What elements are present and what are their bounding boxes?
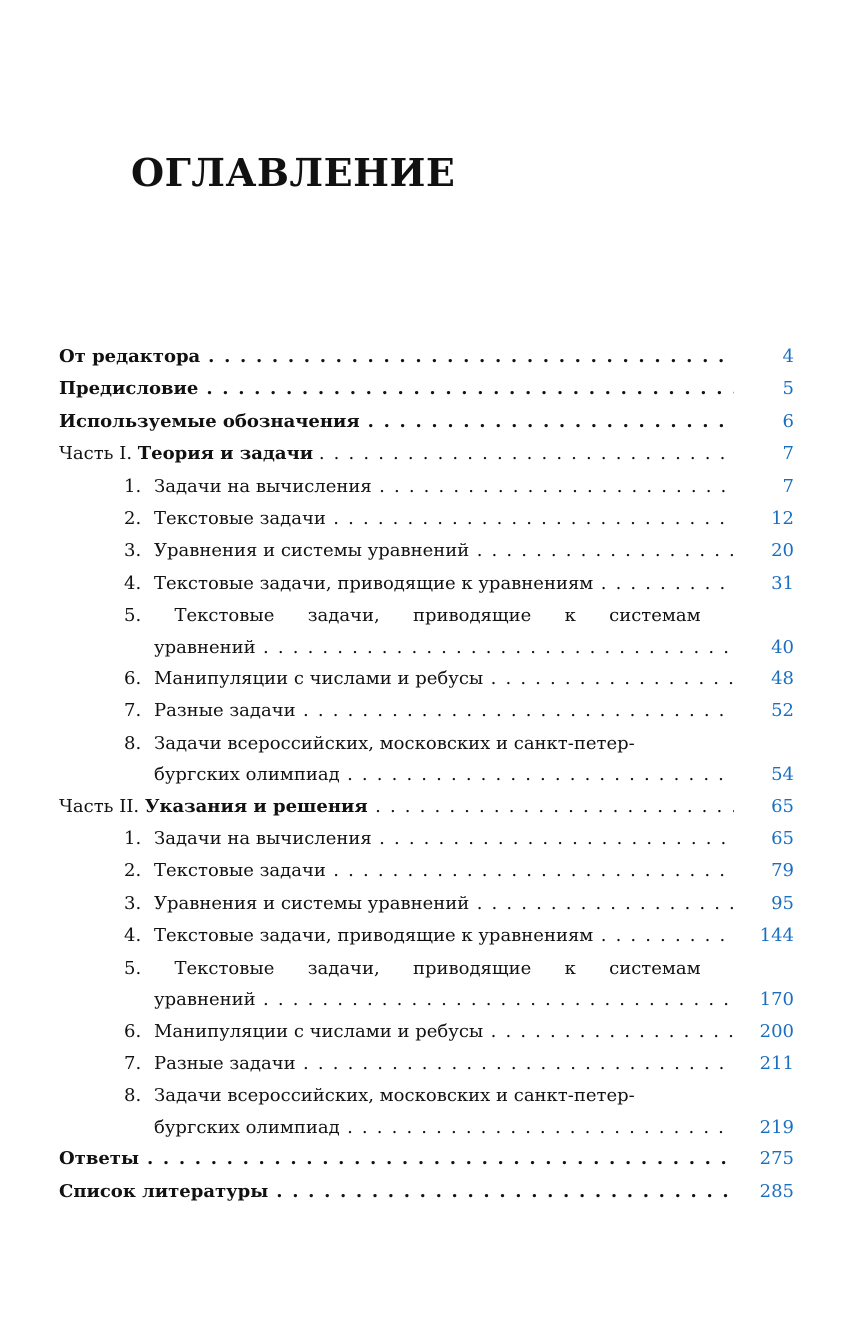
part-title: Указания и решения bbox=[144, 795, 368, 817]
toc-entry-answers[interactable] bbox=[0, 1143, 857, 1175]
toc-page-number: 31 bbox=[771, 572, 794, 594]
toc-entry-1-8[interactable] bbox=[0, 728, 857, 760]
chapter-number: 4. bbox=[124, 572, 142, 594]
chapter-number: 4. bbox=[124, 925, 142, 947]
chapter-title-continuation: уравнений . . . bbox=[154, 633, 734, 664]
chapter-number: 2. bbox=[124, 860, 142, 882]
chapter-title: Задачи всероссийских, московских и санкт-петер- bbox=[154, 732, 635, 754]
toc-page-number: 65 bbox=[771, 795, 794, 817]
chapter-title: Манипуляции с числами и ребусы bbox=[154, 1020, 484, 1042]
toc-entry-text bbox=[124, 1016, 734, 1048]
toc-entry-part-1[interactable] bbox=[0, 438, 857, 470]
toc-entry-bibliography[interactable] bbox=[0, 1176, 857, 1208]
toc-entry-text bbox=[124, 503, 734, 535]
toc-entry-text bbox=[124, 1048, 734, 1080]
chapter-title-word: Текстовые bbox=[174, 957, 275, 979]
table-of-contents bbox=[0, 341, 857, 1208]
toc-page-number: 65 bbox=[771, 828, 794, 850]
chapter-number: 7. bbox=[124, 1052, 142, 1074]
chapter-title-word: приводящие bbox=[412, 957, 532, 979]
toc-entry-1-4[interactable] bbox=[0, 568, 857, 600]
part-title: Теория и задачи bbox=[137, 443, 314, 465]
chapter-title: Текстовые задачи bbox=[154, 860, 326, 882]
toc-entry-label: Используемые обозначения . . . bbox=[59, 406, 734, 438]
toc-entry-text bbox=[124, 855, 734, 887]
chapter-title: Задачи всероссийских, московских и санкт-петер- bbox=[154, 1085, 635, 1107]
chapter-title-continuation: бургских олимпиад . . . bbox=[154, 1113, 734, 1144]
chapter-number: 5. bbox=[124, 957, 142, 979]
toc-entry-text bbox=[124, 471, 734, 503]
chapter-title: Манипуляции с числами и ребусы bbox=[154, 668, 484, 690]
toc-entry-2-4[interactable] bbox=[0, 920, 857, 952]
chapter-title-word: приводящие bbox=[412, 605, 532, 627]
toc-entry-1-7[interactable] bbox=[0, 695, 857, 727]
toc-page-number: 211 bbox=[759, 1052, 794, 1074]
chapter-title-continuation: бургских олимпиад . . . bbox=[154, 760, 734, 791]
toc-page-number: 79 bbox=[771, 860, 794, 882]
chapter-number: 3. bbox=[124, 540, 142, 562]
toc-entry-text bbox=[124, 600, 734, 632]
toc-page-number: 7 bbox=[782, 475, 794, 497]
toc-entry-label: Предисловие . . . bbox=[59, 373, 734, 405]
chapter-title-word: Текстовые bbox=[174, 605, 275, 627]
chapter-number: 1. bbox=[124, 828, 142, 850]
toc-page-number: 54 bbox=[771, 764, 794, 786]
toc-page-number: 12 bbox=[771, 507, 794, 529]
toc-entry-2-7[interactable] bbox=[0, 1048, 857, 1080]
toc-page-number: 95 bbox=[771, 892, 794, 914]
toc-page-number: 170 bbox=[759, 989, 794, 1011]
toc-entry-text bbox=[59, 791, 734, 823]
part-prefix: Часть I. bbox=[59, 443, 133, 465]
toc-entry-preface[interactable] bbox=[0, 373, 857, 405]
chapter-number: 2. bbox=[124, 507, 142, 529]
chapter-title: Текстовые задачи, приводящие к уравнениям bbox=[154, 572, 594, 594]
toc-entry-text bbox=[124, 728, 734, 760]
toc-entry-label: Ответы . . . bbox=[59, 1143, 734, 1175]
toc-page-number: 20 bbox=[771, 540, 794, 562]
toc-entry-1-2[interactable] bbox=[0, 503, 857, 535]
chapter-title-word: системам bbox=[609, 957, 701, 979]
toc-entry-text bbox=[59, 438, 734, 470]
toc-entry-2-5-continuation[interactable] bbox=[0, 985, 857, 1016]
toc-entry-2-2[interactable] bbox=[0, 855, 857, 887]
part-prefix: Часть II. bbox=[59, 795, 140, 817]
chapter-title: Уравнения и системы уравнений bbox=[154, 540, 470, 562]
toc-entry-2-8[interactable] bbox=[0, 1080, 857, 1112]
chapter-title-continuation: уравнений . . . bbox=[154, 985, 734, 1016]
toc-entry-2-5[interactable] bbox=[0, 953, 857, 985]
chapter-title: Уравнения и системы уравнений bbox=[154, 892, 470, 914]
chapter-number: 1. bbox=[124, 475, 142, 497]
chapter-number: 7. bbox=[124, 700, 142, 722]
chapter-title: Текстовые задачи bbox=[154, 507, 326, 529]
toc-page-number: 48 bbox=[771, 668, 794, 690]
toc-page-number: 144 bbox=[759, 925, 794, 947]
toc-entry-text bbox=[124, 695, 734, 727]
toc-entry-1-3[interactable] bbox=[0, 535, 857, 567]
chapter-title: Разные задачи bbox=[154, 1052, 296, 1074]
toc-entry-text bbox=[124, 823, 734, 855]
toc-entry-label: Список литературы . . . bbox=[59, 1176, 734, 1208]
toc-entry-text bbox=[124, 888, 734, 920]
toc-page-number: 285 bbox=[759, 1180, 794, 1202]
toc-entry-2-6[interactable] bbox=[0, 1016, 857, 1048]
toc-page-number: 7 bbox=[782, 443, 794, 465]
chapter-title-word: задачи, bbox=[307, 957, 380, 979]
chapter-title-word: системам bbox=[609, 605, 701, 627]
chapter-title-word: к bbox=[564, 605, 576, 627]
chapter-title-word: к bbox=[564, 957, 576, 979]
toc-page-number: 275 bbox=[759, 1148, 794, 1170]
toc-entry-text bbox=[124, 535, 734, 567]
toc-entry-1-8-continuation[interactable] bbox=[0, 760, 857, 791]
toc-entry-1-5[interactable] bbox=[0, 600, 857, 632]
chapter-number: 3. bbox=[124, 892, 142, 914]
toc-entry-1-5-continuation[interactable] bbox=[0, 633, 857, 664]
toc-entry-1-6[interactable] bbox=[0, 663, 857, 695]
chapter-title: Текстовые задачи, приводящие к уравнениям bbox=[154, 925, 594, 947]
toc-page-number: 52 bbox=[771, 700, 794, 722]
chapter-title-word: задачи, bbox=[307, 605, 380, 627]
toc-page-number: 200 bbox=[759, 1020, 794, 1042]
chapter-title: Разные задачи bbox=[154, 700, 296, 722]
toc-page-number: 4 bbox=[782, 346, 794, 367]
toc-page-number: 219 bbox=[759, 1116, 794, 1138]
toc-entry-text bbox=[124, 663, 734, 695]
toc-entry-text bbox=[124, 568, 734, 600]
toc-entry-part-2[interactable] bbox=[0, 791, 857, 823]
chapter-number: 5. bbox=[124, 605, 142, 627]
toc-page-number: 6 bbox=[782, 410, 794, 432]
toc-entry-text bbox=[124, 953, 734, 985]
toc-entry-notation[interactable] bbox=[0, 406, 857, 438]
toc-entry-2-3[interactable] bbox=[0, 888, 857, 920]
chapter-number: 6. bbox=[124, 668, 142, 690]
toc-page-number: 40 bbox=[771, 636, 794, 658]
toc-entry-1-1[interactable] bbox=[0, 471, 857, 503]
chapter-title: Задачи на вычисления bbox=[154, 475, 372, 497]
page-title: ОГЛАВЛЕНИЕ bbox=[131, 150, 456, 195]
toc-entry-label: От редактора . . . bbox=[59, 341, 734, 373]
toc-entry-editor[interactable] bbox=[0, 341, 857, 373]
toc-entry-text bbox=[124, 920, 734, 952]
chapter-number: 6. bbox=[124, 1020, 142, 1042]
toc-page-number: 5 bbox=[782, 378, 794, 400]
toc-entry-text bbox=[124, 1080, 734, 1112]
chapter-number: 8. bbox=[124, 1085, 142, 1107]
chapter-number: 8. bbox=[124, 732, 142, 754]
toc-entry-2-1[interactable] bbox=[0, 823, 857, 855]
chapter-title: Задачи на вычисления bbox=[154, 828, 372, 850]
toc-entry-2-8-continuation[interactable] bbox=[0, 1113, 857, 1144]
